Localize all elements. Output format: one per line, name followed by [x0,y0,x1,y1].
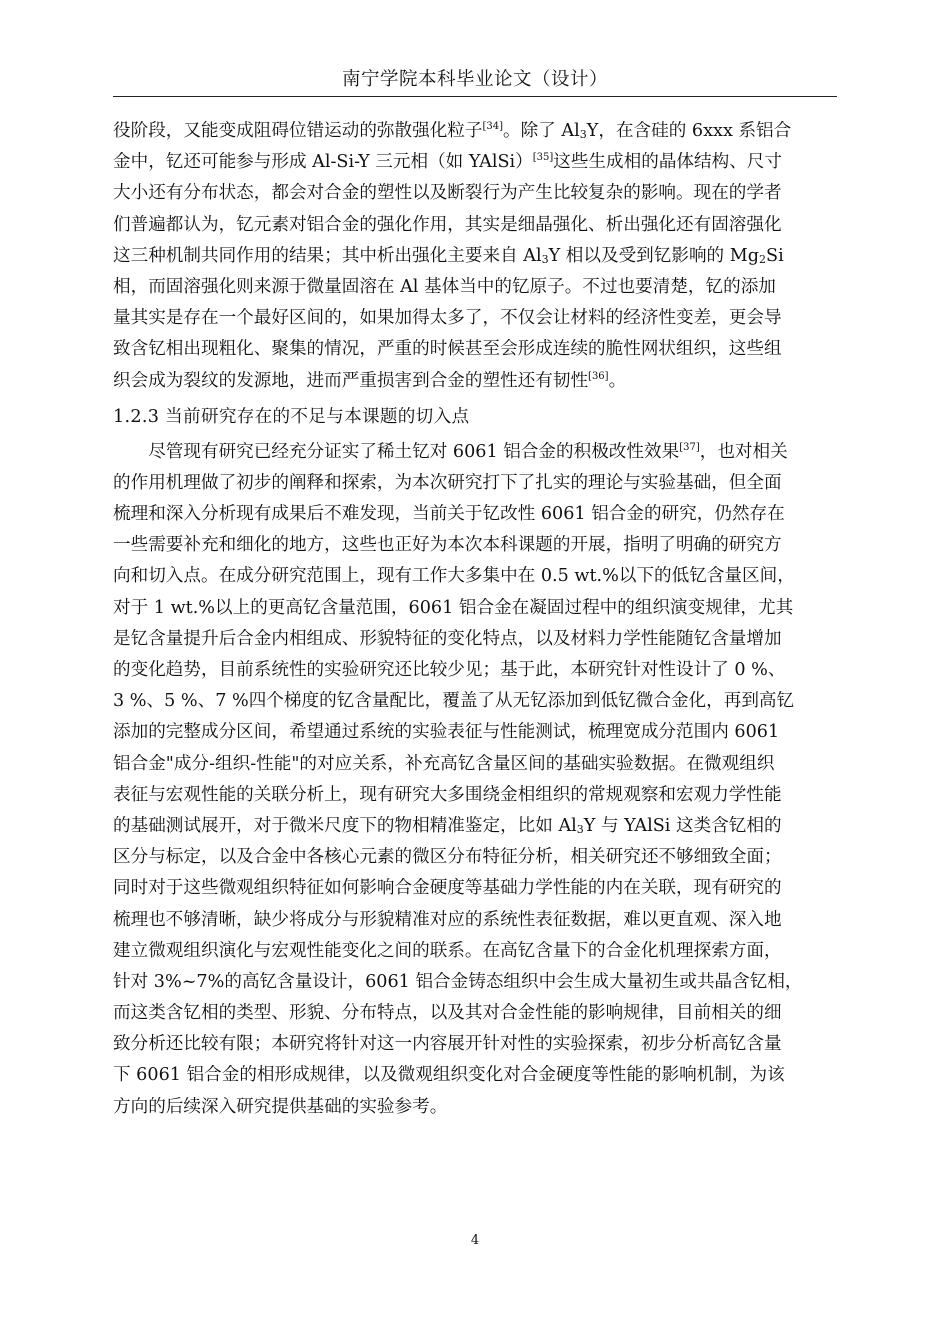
text-line [113,780,837,811]
text-run: 尽管现有研究已经充分证实了稀土钇对 6061 铝合金的积极改性效果 [148,441,680,462]
text-line [113,717,837,748]
text-line [113,873,837,904]
text-run: 大小还有分布状态，都会对合金的塑性以及断裂行为产生比较复杂的影响。现在的学者 [113,183,782,204]
text-line [113,686,837,717]
text-run: Y，在含硅的 6xxx 系铝合 [586,121,792,141]
text-run: 的变化趋势，目前系统性的实验研究还比较少见；基于此，本研究针对性设计了 0 %、 [113,660,786,680]
text-line [113,468,837,499]
citation-superscript: [37] [679,441,700,453]
text-line [113,178,837,209]
text-run: 梳理也不够清晰，缺少将成分与形貌精准对应的系统性表征数据，难以更直观、深入地 [113,909,782,930]
paragraph-main [113,437,837,1123]
text-run: 方向的后续深入研究提供基础的实验参考。 [113,1096,448,1117]
text-line [113,303,837,334]
text-run: 的作用机理做了初步的阐释和探索，为本次研究打下了扎实的理论与实验基础，但全面 [113,472,782,493]
text-line [113,147,837,178]
text-run: 表征与宏观性能的关联分析上，现有研究大多围绕金相组织的常规观察和宏观力学性能 [113,784,782,805]
text-line [113,334,837,365]
text-line [113,1060,837,1091]
citation-superscript: [34] [482,121,504,132]
text-line [113,1029,837,1060]
text-run: 致分析还比较有限；本研究将针对这一内容展开针对性的实验探索，初步分析高钇含量 [113,1034,782,1055]
text-run: 役阶段，又能变成阻碍位错运动的弥散强化粒子 [113,121,483,141]
text-run: ，也对相关 [699,441,788,462]
citation-superscript: [36] [588,370,609,382]
text-run: 一些需要补充和细化的地方，这些也正好为本次本科课题的开展，指明了明确的研究方 [113,535,782,556]
text-run: 梳理和深入分析现有成果后不难发现，当前关于钇改性 6061 铝合金的研究，仍然存在 [113,504,785,525]
text-line [113,272,837,303]
text-run: 们普遍都认为，钇元素对铝合金的强化作用，其实是细晶强化、析出强化还有固溶强化 [113,214,782,235]
text-line [113,366,837,397]
text-run: 相，而固溶强化则来源于微量固溶在 Al 基体当中的钇原子。不过也要清楚，钇的添加 [113,276,776,297]
text-run: 织会成为裂纹的发源地，进而严重损害到合金的塑性还有韧性 [113,370,589,391]
text-run: 量其实是存在一个最好区间的，如果加得太多了，不仅会让材料的经济性变差，更会导 [113,308,782,329]
text-line [113,967,837,998]
text-run: 是钇含量提升后合金内相组成、形貌特征的变化特点，以及材料力学性能随钇含量增加 [113,628,782,649]
page-header-title: 南宁学院本科毕业论文（设计） [341,69,608,90]
header-divider [113,96,837,97]
text-line [113,241,837,272]
formula-subscript: 3 [576,822,584,836]
citation-superscript: [35] [532,152,554,164]
text-line [113,116,837,147]
paragraph-continued [113,116,837,397]
text-line [113,905,837,936]
text-run: 向和切入点。在成分研究范围上，现有工作大多集中在 0.5 wt.%以下的低钇含量区间， [113,566,795,587]
text-line [113,593,837,624]
document-body [113,116,837,1123]
text-line [113,655,837,686]
text-run: 添加的完整成分区间，希望通过系统的实验表征与性能测试，梳理宽成分范围内 6061 [113,722,780,743]
text-line [113,499,837,530]
formula-subscript: 3 [541,252,549,266]
text-run: 。除了 Al [503,121,580,141]
text-run: 而这类含钇相的类型、形貌、分布特点，以及其对合金性能的影响规律，目前相关的细 [113,1003,782,1024]
text-run: 这些生成相的晶体结构、尺寸 [553,152,782,173]
text-run: 建立微观组织演化与宏观性能变化之间的联系。在高钇含量下的合金化机理探索方面， [113,940,782,961]
text-run: Y 相以及受到钇影响的 Mg [548,245,760,266]
text-run: 对于 1 wt.%以上的更高钇含量范围，6061 铝合金在凝固过程中的组织演变规律，尤其 [113,597,794,618]
text-line [113,530,837,561]
text-line [113,811,837,842]
formula-subscript: 2 [759,252,767,266]
text-line [113,561,837,592]
text-run: Y 与 YAlSi 这类含钇相的 [583,815,782,836]
page-number: 4 [470,1233,480,1248]
text-line [113,936,837,967]
text-run: 铝合金"成分-组织-性能"的对应关系，补充高钇含量区间的基础实验数据。在微观组织 [113,753,775,774]
text-line [113,998,837,1029]
text-line [113,842,837,873]
text-line [113,749,837,780]
text-run: 下 6061 铝合金的相形成规律，以及微观组织变化对合金硬度等性能的影响机制，为该 [113,1065,785,1086]
text-line [113,1092,837,1123]
text-run: 的基础测试展开，对于微米尺度下的物相精准鉴定，比如 Al [113,815,577,836]
section-heading: 1.2.3 当前研究存在的不足与本课题的切入点 [113,406,470,427]
text-run: 这三种机制共同作用的结果；其中析出强化主要来自 Al [113,245,542,266]
text-run: 针对 3%~7%的高钇含量设计，6061 铝合金铸态组织中会生成大量初生或共晶含钇相， [113,971,803,992]
text-run: 区分与标定，以及合金中各核心元素的微区分布特征分析，相关研究还不够细致全面； [113,847,782,868]
text-run: 。 [608,370,627,391]
text-run: Si [766,245,784,266]
text-run: 同时对于这些微观组织特征如何影响合金硬度等基础力学性能的内在关联，现有研究的 [113,878,782,899]
formula-subscript: 3 [579,128,587,141]
text-run: 致含钇相出现粗化、聚集的情况，严重的时候甚至会形成连续的脆性网状组织，这些组 [113,339,782,360]
text-line [113,437,837,468]
text-run: 金中，钇还可能参与形成 Al-Si-Y 三元相（如 YAlSi） [113,152,533,173]
text-line [113,624,837,655]
text-run: 3 %、5 %、7 %四个梯度的钇含量配比，覆盖了从无钇添加到低钇微合金化，再到高钇 [113,691,795,712]
text-line [113,210,837,241]
